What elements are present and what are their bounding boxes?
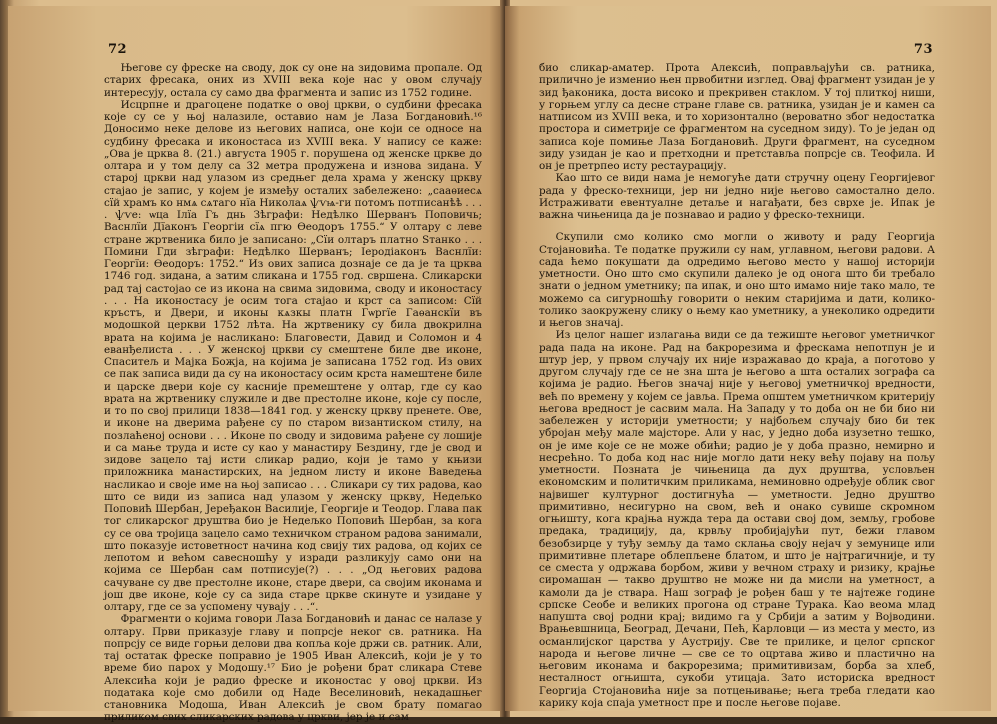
paragraph: Његове су фреске на своду, док су оне на зидовима пропале. Од старих фресака, оних из XVIII века које нас у овом случају интересују, остала су само два фрагмента и запис из 1752 године.: [104, 62, 482, 99]
right-page: [505, 6, 991, 711]
left-page: [8, 6, 504, 724]
paragraph: Фрагменти о којима говори Лаза Богдановић и данас се налазе у олтару. Први приказује главу и попрсје неког св. ратника. На попрсју се виде горњи делови два копља које држи св. ратник. Али, тај остатак фреске поправио је 1905 Иван Алексић, који је у то време био парох у Модошу.¹⁷ Био је рођени брат сликара Стеве Алексића који је радио фреске и иконостас у овој цркви. Из података које смо добили од Наде Веселиновић, некадашњег становника Модоша, Иван Алексић је свом брату помагао приликом свих сликарских радова у цркви, јер је и сам: [104, 613, 482, 724]
page-body: [539, 62, 935, 709]
paragraph: Као што се види нама је немогуће дати стручну оцену Георгијевог рада у фреско-техници, јер ни једно није његово самостално дело. Истраживати евентуалне детаље и нагађати, без сврхе је. Ипак је важна чињеница да је познавао и радио у фреско-техници.: [539, 172, 935, 221]
paragraph: Из целог нашег излагања види се да тежиште његовог уметничког рада пада на иконе. Рад на бакрорезима и фрескама непотпун је и штур јер, у првом случају их није изражавао до краја, а поготово у другом случају где се не зна шта је његово а шта осталих зографа са којима је радио. Његов значај није у његовој уметничкој вредности, већ по времену у којем се јавља. Према општем уметничком критерију његова вредност је сасвим мала. На Западу у то доба он не би био ни забележен у историји уметности; у најбољем случају био би тек убројан међу мале мајсторе. Али у нас, у једно доба изузетно тешко, он је име које се не може обићи; радио је у доба празно, немирно и несрећно. То доба код нас није могло дати неку већу појаву на пољу уметности. Позната је чињеница да дух друштва, условљен економским и политичким приликама, неминовно одређује облик свог највишег културног достигнућа — уметности. Једно друштво примитивно, несигурно на свом, већ и онако сувише скромном огњишту, кога крајња нужда тера да остави свој дом, земљу, гробове предака, традицију, да, крвљу пробијајући пут, бежи главом безобзирце у туђу земљу да тамо склања своју нејач у земунице или примитивне плетаре облепљене блатом, и што је најтрагичније, и ту се сместа у одржава борбом, живи у вечном страху и ризику, крајње сиромашан — такво друштво не може ни да мисли на уметност, а камоли да је ствара. Наш зограф је рођен баш у те најтеже године српске Сеобе и великих прогона од стране Турака. Као веома млад напушта свој родни крај; видимо га у Србији а затим у Војводини. Врањевшница, Београд, Дечани, Пећ, Карловци — из места у место, из османлијског царства у Аустрију. Све те прилике, и целог српског народа и његове личне — све се то оцртава живо и пластично на његовим иконама и бакрорезима; примитивизам, борба за хлеб, несталност огњишта, сукоби утицаја. Зато историска вредност Георгија Стојановића није за потцењивање; њега треба гледати као карику која спаја уметност пре и после његове појаве.: [539, 329, 935, 709]
paragraph: Исцрпне и драгоцене податке о овој цркви, о судбини фресака које су се у њој налазиле, оставио нам је Лаза Богдановић.¹⁶ Доносимо неке делове из његових написа, оне који се односе на судбину фресака и иконостаса из XVIII века. У напису се каже: „Ова је црква 8. (21.) августа 1905 г. порушена од женске цркве до олтара и у том делу са 32 метра продужена и изнова зидана. У старој цркви над улазом из средњег дела храма у женску цркву стајао је запис, у којем је између осталих забележено: „сааѳиесѧ сїй храмъ ко нмѧ сѧтаго нїа Николаѧ ѱѵѩ-ги потомъ потписанѣѣ . . . . ѱѵе: ѡца Ілїа Гъ днь Зѣграфи: Недѣлко Шерванъ Поповичь; Васнлїи Дїаконъ Георгіи сїѧ пгю Ѳеодоръ 1755.“ У олтару с леве стране жртвеника било је записано: „Сїи олтаръ платно Ѕтанко . . . Помини Гди зѣграфи: Недѣлко Шерванъ; Іеродіаконъ Васнлїи: Георгїи: Ѳеодоръ: 1752.“ Из ових записа дознаје се да је та црква 1746 год. зидана, а затим сликана и 1755 год. свршена. Сликарски рад тај састојао се из икона на свима зидовима, своду и иконостасу . . . На иконостасу је осим тога стајао и крст са записом: Сїй кръстъ, и Двери, и иконы кѧзкы платн Гѡргїе Гаѳанскїи въ модошкой церкви 1752 лѣта. На жртвенику су била двокрилна врата на којима је насликано: Благовести, Давид и Соломон и 4 еванђелиста . . . У женској цркви су смештене биле две иконе, Спаситељ и Мајка Божја, на којима је записана 1752 год. Из ових се пак записа види да су на иконостасу осим крста намештене биле и царске двери које су касније премештене у олтар, где су као врата на жртвенику служиле и две престолне иконе, које су после, и то по свој прилици 1838—1841 год. у женску цркву пренете. Ове, и иконе на дверима рађене су по старом византиском стилу, на позлаћеној основи . . . Иконе по своду и зидовима рађене су лошије и са мање труда и исте су као у манастиру Бездину, где је свод и зидове зацело тај исти сликар радио, који је тамо у књизи приложника манастирских, на једном листу и иконе Ваведења насликао и своје име на њој записао . . . Сликари су тих радова, као што се види из записа над улазом у женску цркву, Недељко Поповић Шербан, Јеређакон Василије, Георгије и Теодор. Глава пак тог сликарског друштва био је Недељко Поповић Шербан, за кога су се ова тројица зацело само техничком страном радова занимали, што показује истоветност начина код свију тих радова, од којих се лепотом и већом савесношћу у изради разликују само они на којима се Шербан сам потписује(?) . . . „Од његових радова сачуване су две престолне иконе, старе двери, са својим иконама и још две иконе, које су са зида старе цркве скинуте и узидане у олтару, где се за успомену чувају . . .“.: [104, 98, 482, 613]
paragraph: Скупили смо колико смо могли о животу и раду Георгија Стојановића. Те податке пружили су нам, углавном, његови радови. А сада ћемо покушати да одредимо његово место у нашој историји уметности. Оно што смо скупили далеко је од онога што би требало знати о једном уметнику; па ипак, и оно што имамо није тако мало, те можемо са сигурношћу говорити о неким старијима и дати, колико-толико заокружену слику о њему као уметнику, а унеколико одредити и његов значај.: [539, 231, 935, 329]
page-body: [104, 62, 482, 724]
paragraph: био сликар-аматер. Прота Алексић, поправљајући св. ратника, прилично је изменио њен првобитни изглед. Овај фрагмент узидан је у зид ђаконика, доста високо и прекривен стаклом. У тој плиткој ниши, у горњем углу са десне стране главе св. ратника, узидан је и камен са натписом из XVIII века, и то хоризонтално (вероватно због недостатка простора и симетрије се фрагментом на суседном зиду). То је један од записа које помиње Лаза Богдановић. Други фрагмент, на суседном зиду узидан је као и претходни и претставља попрсје св. Теофила. И он је претрпео исту рестаурацију.: [539, 62, 935, 172]
page-number: 72: [108, 42, 128, 57]
page-number: 73: [913, 42, 933, 57]
